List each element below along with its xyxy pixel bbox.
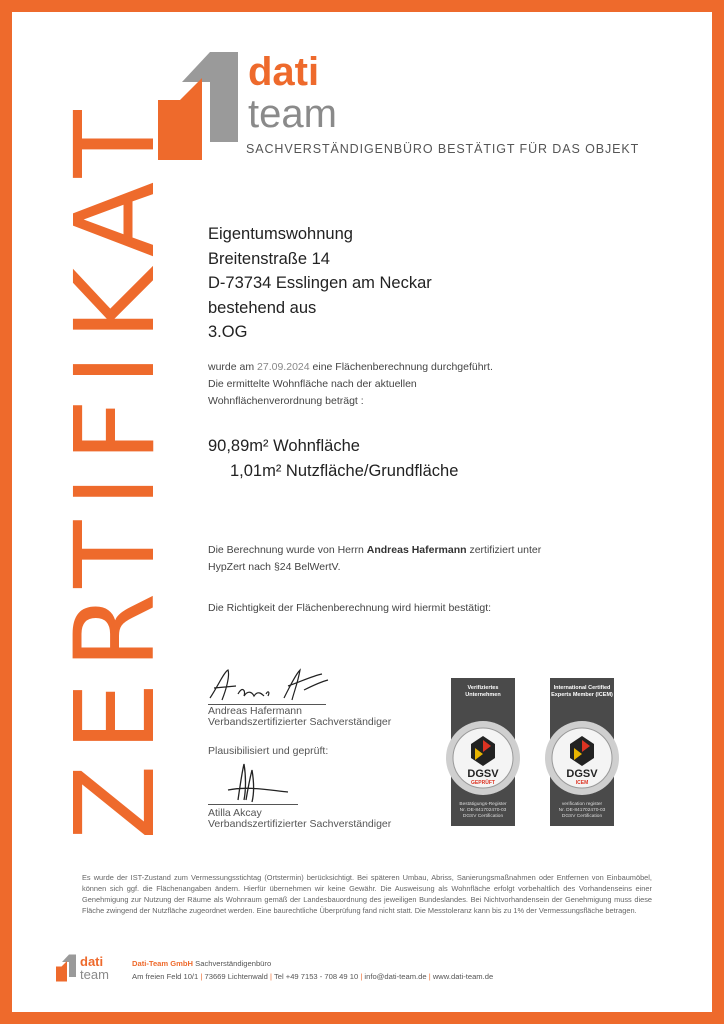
dgsv-seal-icem [550,678,614,826]
object-street: Breitenstraße 14 [208,249,330,268]
intro-post: eine Flächenberechnung durchgeführt. [312,361,493,373]
dgsv-seal-verified [451,678,515,826]
intro-line3: Wohnflächenverordnung beträgt : [208,395,364,407]
seal-1-badge: GEPRÜFT [471,780,495,786]
intro-pre: wurde am [208,361,255,373]
signatory-2-role: Verbandszertifizierter Sachverständiger [208,818,392,830]
cert-line2: HypZert nach §24 BelWertV. [208,561,341,573]
footer-phone: Tel +49 7153 - 708 49 10 [273,972,359,981]
logo-team-text: team [248,92,337,136]
cert-pre: Die Berechnung wurde von Herrn [208,544,364,556]
logo-subtitle: SACHVERSTÄNDIGENBÜRO BESTÄTIGT FÜR DAS OBJEKT [246,142,640,156]
object-city: D-73734 Esslingen am Neckar [208,274,432,292]
seal-2-bottom: verification register Nr. DE-841702470-03 DGSV Certification [558,802,606,819]
measurement-date: 27.09.2024 [257,361,310,373]
seal-2-badge: ICEM [575,780,589,786]
signatory-1-role: Verbandszertifizierter Sachverständiger [208,716,392,728]
dgsv-medal-icon [445,720,521,796]
signature-line-2 [208,804,298,805]
seal-1-top: Verifiziertes Unternehmen [465,685,501,698]
cert-post: zertifiziert unter [469,544,542,556]
footer-email-link[interactable]: info@dati-team.de [364,972,427,981]
intro-line2: Die ermittelte Wohnfläche nach der aktuellen [208,378,417,390]
plausibility-label: Plausibilisiert und geprüft: [208,745,329,757]
seal-2-brand: DGSV [566,768,598,780]
vertical-title: ZERTIFIKAT [51,97,179,840]
usable-area: 1,01m² Nutzfläche/Grundfläche [230,462,459,480]
object-type: Eigentumswohnung [208,225,353,243]
signatory-1-name: Andreas Hafermann [208,705,302,717]
seal-1-bottom: Bestätigungs-Register Nr. DE-841702470-03 DGSV Certification [459,802,507,819]
footer-town: 73669 Lichtenwald [204,972,268,981]
footer-logo-dati: dati [80,954,104,969]
logo-dati-text: dati [248,50,320,94]
area-results [208,434,458,484]
seal-1-brand: DGSV [467,768,499,780]
footer-brand-sub: Sachverständigenbüro [195,959,272,968]
footer-logo-team: team [80,967,109,982]
dgsv-medal-icon [544,720,620,796]
disclaimer-text: Es wurde der IST-Zustand zum Vermessungsstichtag (Ortstermin) berücksichtigt. Bei späteren Umbau, Abriss, Sanierungsmaßnahmen oder Entfernen von Einbaumöbel, können sich ggf. die Flächenangaben ändern. Hierfür übernehmen wir keine Gewähr. Die Ausweisung als Wohnfläche erfolgt vorbehaltlich des Vorhandenseins einer Genehmigung zur Nutzung der Räume als Wohnraum gemäß der Landesbauordnung des jeweiligen Bundeslandes. Bei Nichtvorhandensein der Genehmigung muss diese Fläche zwingend der Nutzfläche zugeordnet werden. Eine baurechtliche Überprüfung fand nicht statt. Die Messtoleranz kann bis zu 1% der Vermessungsfläche betragen. [82,873,652,915]
footer-brand: Dati-Team GmbH [132,959,194,968]
footer-address: Am freien Feld 10/1 [132,972,199,981]
certification-text [208,542,541,576]
signature-hafermann [204,664,334,706]
signature-akcay [208,756,308,806]
intro-text [208,359,493,410]
object-consisting: bestehend aus [208,298,317,317]
footer-logo-icon [56,954,76,982]
certifier-name: Andreas Hafermann [366,544,467,556]
object-floor: 3.OG [208,323,248,341]
footer-info: Dati-Team GmbH Sachverständigenbüro Am freien Feld 10/1 | 73669 Lichtenwald | Tel +49 7153 - 708 49 10 | info@dati-team.de | www.dati-team.de [132,959,494,981]
object-block [208,222,432,345]
living-area: 90,89m² Wohnfläche [208,437,360,455]
signatory-2-name: Atilla Akcay [208,807,262,819]
footer-web-link[interactable]: www.dati-team.de [432,972,494,981]
seal-2-top: International Certified Experts Member (ICEM) [551,685,613,698]
confirmation-text: Die Richtigkeit der Flächenberechnung wird hiermit bestätigt: [208,602,492,614]
